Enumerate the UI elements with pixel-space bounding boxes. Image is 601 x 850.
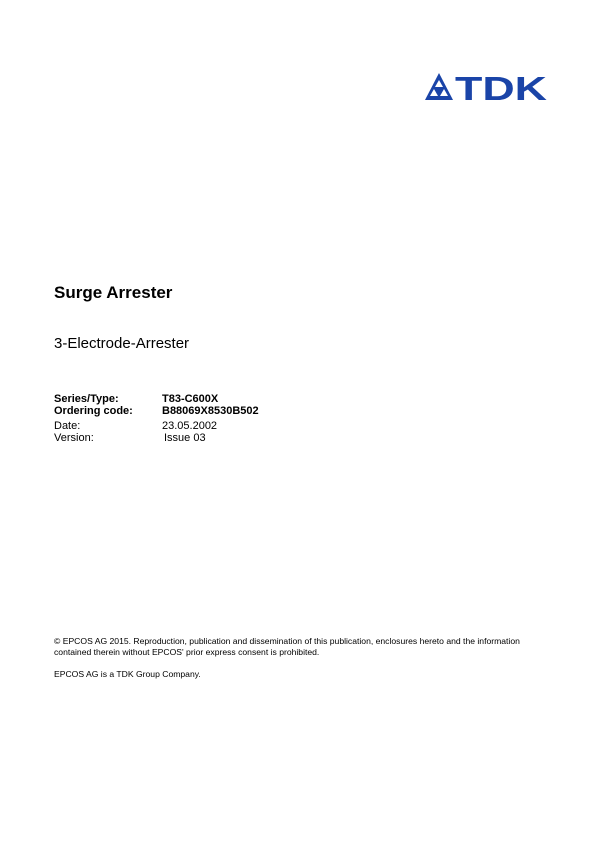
ordering-code-value: B88069X8530B502 — [162, 405, 259, 417]
version-value: Issue 03 — [164, 432, 206, 444]
series-type-value: T83-C600X — [162, 393, 219, 405]
series-type-label: Series/Type: — [54, 393, 119, 405]
tdk-logo-graphic — [424, 72, 549, 102]
copyright-notice: © EPCOS AG 2015. Reproduction, publication and dissemination of this publication, enclosures hereto and the information contained therein without EPCOS' prior express consent is prohibited. — [54, 636, 520, 657]
company-note: EPCOS AG is a TDK Group Company. — [54, 669, 201, 679]
date-label: Date: — [54, 420, 81, 432]
tdk-logo-text: TDK — [455, 72, 548, 102]
document-title: Surge Arrester — [54, 283, 173, 302]
version-label: Version: — [54, 432, 94, 444]
date-value: 23.05.2002 — [162, 420, 218, 432]
document-subtitle: 3-Electrode-Arrester — [54, 335, 190, 352]
tdk-logo — [424, 72, 549, 102]
ordering-code-label: Ordering code: — [54, 405, 133, 417]
